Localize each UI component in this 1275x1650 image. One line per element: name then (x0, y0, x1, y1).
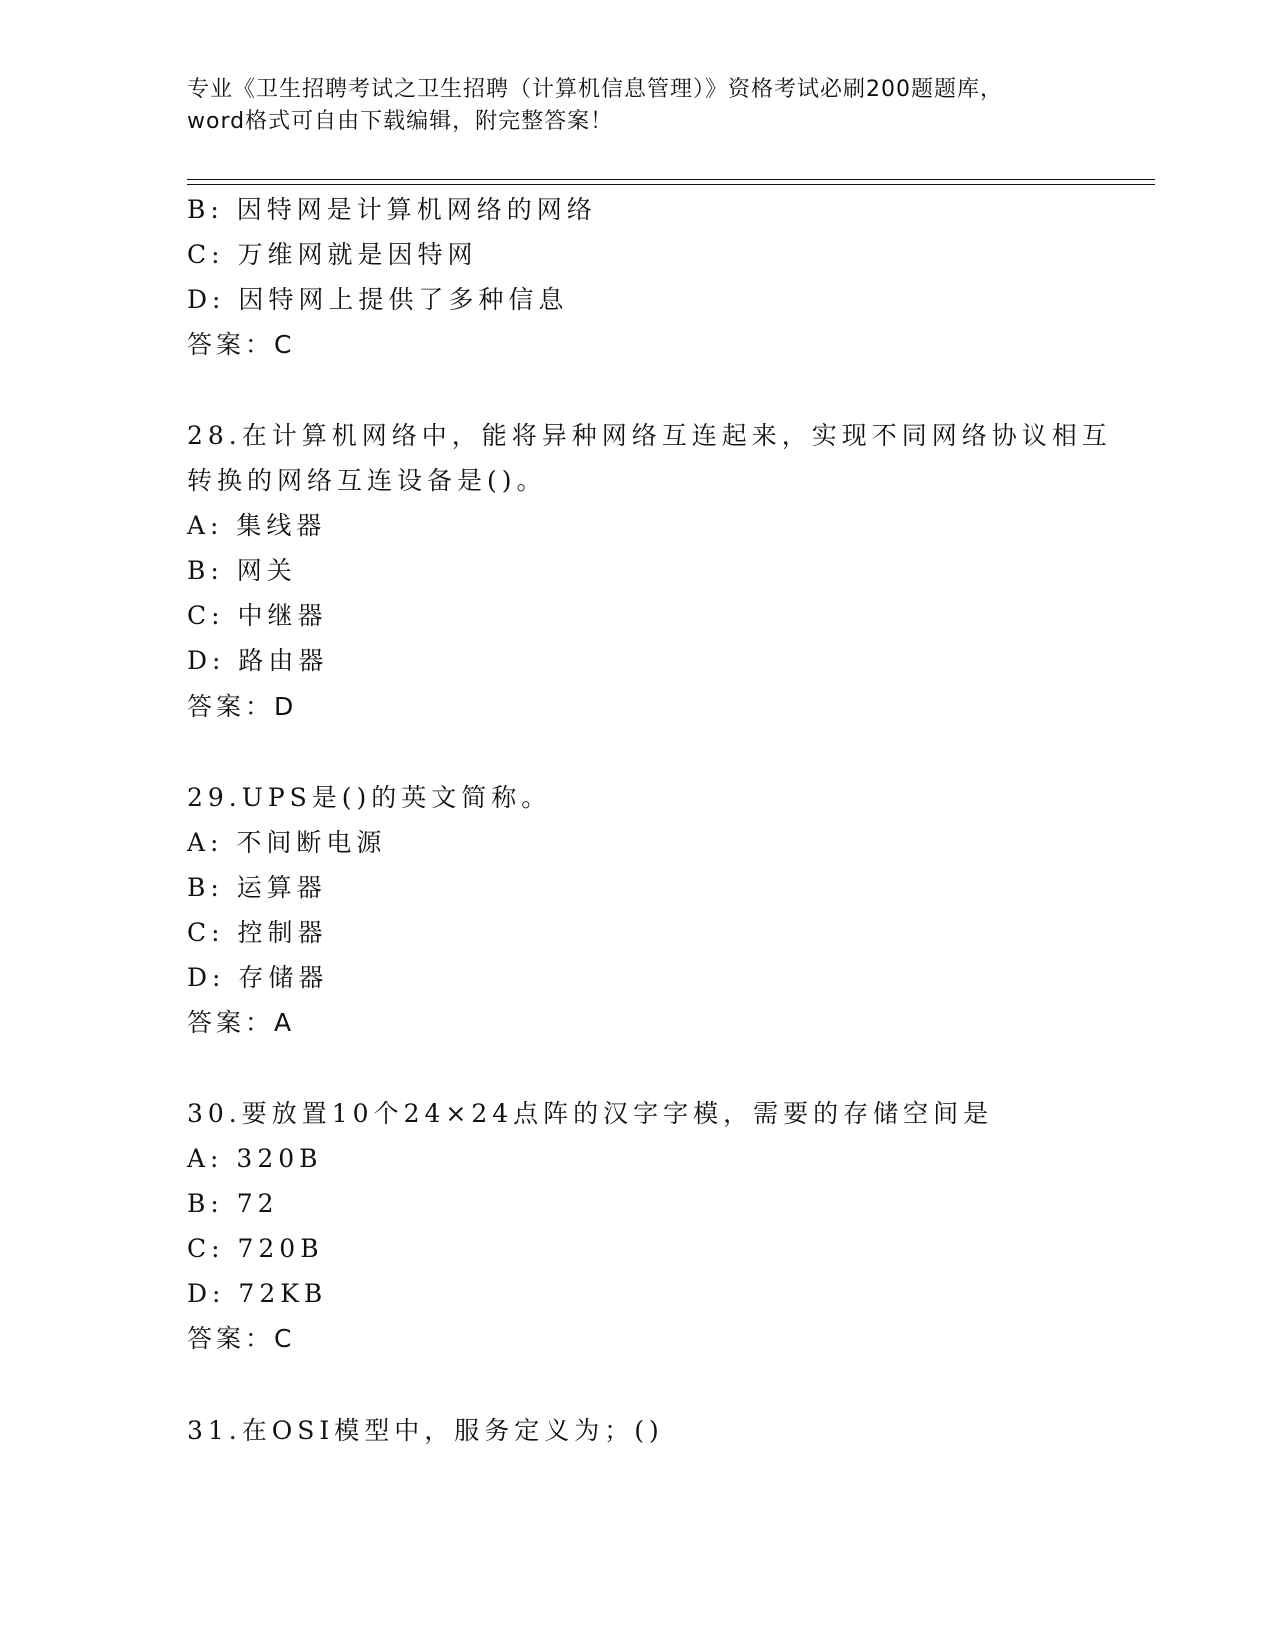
document-header (187, 74, 1087, 138)
q29-option-c: C: 控制器 (187, 918, 328, 947)
q27-answer: 答案：C (187, 330, 296, 359)
header-line-1: 专业《卫生招聘考试之卫生招聘（计算机信息管理）》资格考试必刷200题题库， (187, 77, 1003, 102)
q30-option-a: A: 320B (187, 1144, 323, 1173)
header-divider-top (187, 179, 1155, 180)
q27-option-d: D: 因特网上提供了多种信息 (187, 285, 569, 314)
q29-stem-line-1: 29.UPS是()的英文简称。 (187, 783, 552, 812)
q28-option-a: A: 集线器 (187, 511, 327, 540)
q30-stem-line-1: 30.要放置10个24×24点阵的汉字字模，需要的存储空间是 (187, 1099, 994, 1128)
header-line-2: word格式可自由下载编辑，附完整答案！ (187, 109, 614, 134)
q29-option-b: B: 运算器 (187, 873, 327, 902)
q28-stem-line-1: 28.在计算机网络中，能将异种网络互连起来，实现不同网络协议相互 (187, 421, 1112, 450)
q29-option-d: D: 存储器 (187, 963, 329, 992)
q30-answer: 答案：C (187, 1324, 296, 1353)
q30-option-b: B: 72 (187, 1189, 279, 1218)
q29-option-a: A: 不间断电源 (187, 828, 387, 857)
q28-stem-line-2: 转换的网络互连设备是()。 (187, 466, 547, 495)
q28-option-d: D: 路由器 (187, 646, 329, 675)
q28-answer: 答案：D (187, 692, 298, 721)
q27-option-c: C: 万维网就是因特网 (187, 240, 478, 269)
q28-option-b: B: 网关 (187, 556, 297, 585)
q30-option-d: D: 72KB (187, 1279, 328, 1308)
q30-option-c: C: 720B (187, 1234, 324, 1263)
q27-option-b: B: 因特网是计算机网络的网络 (187, 195, 597, 224)
q28-option-c: C: 中继器 (187, 601, 328, 630)
q29-answer: 答案：A (187, 1008, 296, 1037)
q31-stem-line-1: 31.在OSI模型中，服务定义为；() (187, 1416, 664, 1445)
header-divider-bottom (187, 184, 1155, 185)
